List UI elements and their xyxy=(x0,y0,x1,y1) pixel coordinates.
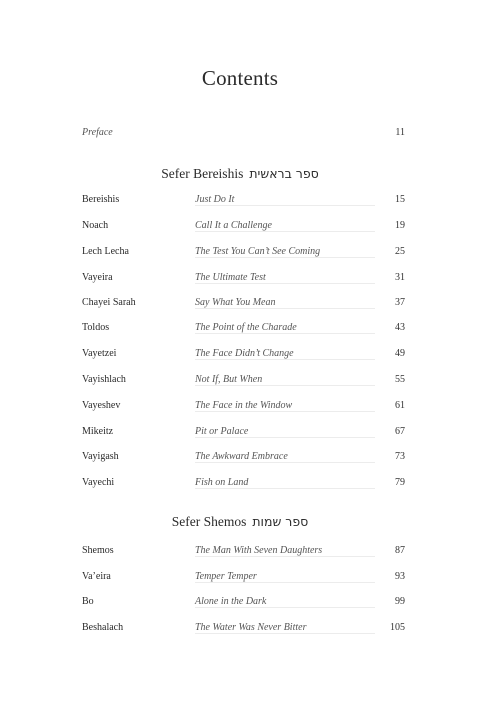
toc-entry-preface[interactable] xyxy=(82,125,405,141)
parsha-name: Shemos xyxy=(82,545,114,556)
parsha-name: Bo xyxy=(82,596,94,607)
parsha-name: Bereishis xyxy=(82,194,120,205)
parsha-name: Chayei Sarah xyxy=(82,297,136,308)
parsha-name: Va’eira xyxy=(82,571,111,582)
toc-entry[interactable] xyxy=(82,218,405,234)
section-title: Sefer Bereishis xyxy=(161,166,244,181)
toc-entry[interactable] xyxy=(82,372,405,388)
toc-entry[interactable] xyxy=(82,424,405,440)
essay-title: Pit or Palace xyxy=(195,424,375,441)
toc-entry[interactable] xyxy=(82,295,405,311)
parsha-name: Lech Lecha xyxy=(82,246,129,257)
page-number: 25 xyxy=(395,246,405,257)
essay-title: Not If, But When xyxy=(195,372,375,389)
toc-entry[interactable] xyxy=(82,270,405,286)
essay-title: The Face in the Window xyxy=(195,398,375,415)
page-number: 67 xyxy=(395,426,405,437)
preface-label: Preface xyxy=(82,127,113,138)
essay-title: The Man With Seven Daughters xyxy=(195,543,375,560)
essay-title: Fish on Land xyxy=(195,475,375,492)
parsha-name: Vayechi xyxy=(82,477,115,488)
page-number: 49 xyxy=(395,348,405,359)
toc-entry[interactable] xyxy=(82,620,405,636)
toc-entry[interactable] xyxy=(82,244,405,260)
parsha-name: Vayigash xyxy=(82,451,119,462)
parsha-name: Mikeitz xyxy=(82,426,114,437)
essay-title: Just Do It xyxy=(195,192,375,209)
section-title: Sefer Shemos xyxy=(171,514,247,529)
toc-entry[interactable] xyxy=(82,320,405,336)
page-number: 31 xyxy=(395,272,405,283)
page-number: 87 xyxy=(395,545,405,556)
parsha-name: Toldos xyxy=(82,322,110,333)
section-hebrew-title: ספר בראשית xyxy=(249,166,319,181)
toc-entry[interactable] xyxy=(82,398,405,414)
parsha-name: Noach xyxy=(82,220,109,231)
toc-entry[interactable] xyxy=(82,594,405,610)
toc-entry[interactable] xyxy=(82,449,405,465)
page-number: 99 xyxy=(395,596,405,607)
essay-title: The Test You Can’t See Coming xyxy=(195,244,375,261)
parsha-name: Vayeshev xyxy=(82,400,121,411)
essay-title: The Face Didn’t Change xyxy=(195,346,375,363)
page-number: 15 xyxy=(395,194,405,205)
parsha-name: Vayetzei xyxy=(82,348,117,359)
essay-title: The Water Was Never Bitter xyxy=(195,620,375,637)
page-number: 11 xyxy=(395,127,405,138)
page-number: 43 xyxy=(395,322,405,333)
page-number: 37 xyxy=(395,297,405,308)
section-hebrew-title: ספר שמות xyxy=(252,514,309,529)
parsha-name: Vayishlach xyxy=(82,374,126,385)
toc-entry[interactable] xyxy=(82,475,405,491)
page-number: 105 xyxy=(390,622,405,633)
page-number: 61 xyxy=(395,400,405,411)
toc-entry[interactable] xyxy=(82,543,405,559)
essay-title: The Awkward Embrace xyxy=(195,449,375,466)
section-heading-bereishis xyxy=(0,166,480,182)
section-heading-shemos xyxy=(0,514,480,530)
page-number: 73 xyxy=(395,451,405,462)
essay-title: The Point of the Charade xyxy=(195,320,375,337)
essay-title: Alone in the Dark xyxy=(195,594,375,611)
page-number: 93 xyxy=(395,571,405,582)
essay-title: Say What You Mean xyxy=(195,295,375,312)
essay-title: Temper Temper xyxy=(195,569,375,586)
page-title: Contents xyxy=(201,66,279,90)
page-number: 79 xyxy=(395,477,405,488)
toc-entry[interactable] xyxy=(82,346,405,362)
parsha-name: Vayeira xyxy=(82,272,113,283)
page-number: 55 xyxy=(395,374,405,385)
toc-entry[interactable] xyxy=(82,192,405,208)
essay-title: The Ultimate Test xyxy=(195,270,375,287)
page-number: 19 xyxy=(395,220,405,231)
parsha-name: Beshalach xyxy=(82,622,124,633)
toc-entry[interactable] xyxy=(82,569,405,585)
essay-title: Call It a Challenge xyxy=(195,218,375,235)
